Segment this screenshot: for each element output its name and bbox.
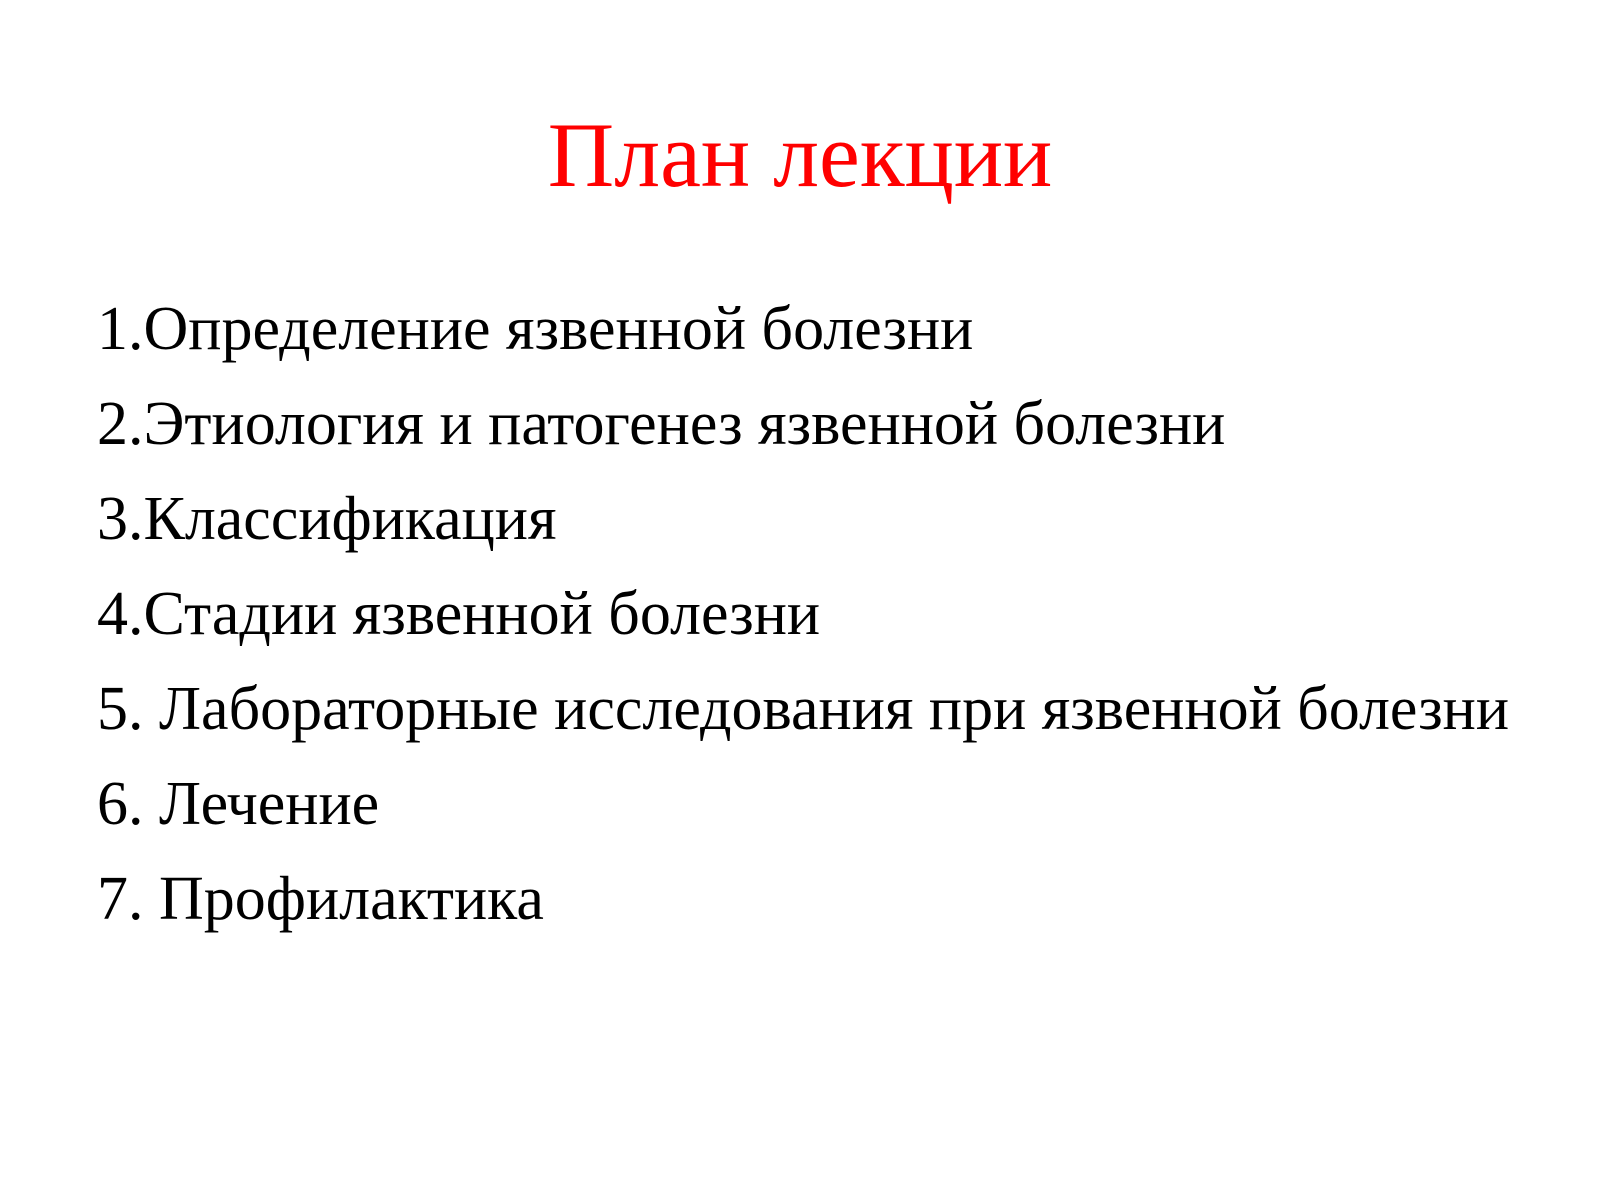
plan-item-2: 2.Этиология и патогенез язвенной болезни (97, 390, 1226, 458)
slide-title: План лекции (547, 104, 1053, 206)
plan-item-3: 3.Классификация (97, 485, 557, 553)
plan-item-5: 5. Лабораторные исследования при язвенной болезни (97, 675, 1510, 743)
plan-item-7: 7. Профилактика (97, 865, 544, 933)
plan-item-1: 1.Определение язвенной болезни (97, 295, 974, 363)
plan-item-6: 6. Лечение (97, 770, 380, 838)
plan-item-4: 4.Стадии язвенной болезни (97, 580, 821, 648)
lecture-plan-list (97, 290, 1517, 955)
